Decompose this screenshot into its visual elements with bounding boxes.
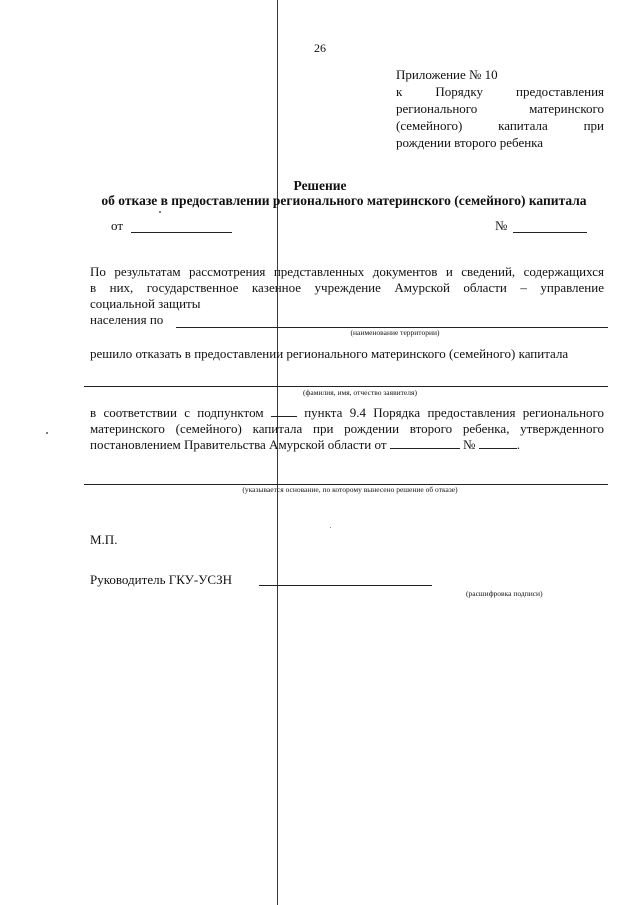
- date-field-line: [131, 232, 232, 233]
- date-label: от: [111, 218, 124, 233]
- page-number: 26: [314, 41, 326, 55]
- basis-caption: (указывается основание, по которому вынесено решение об отказе): [242, 485, 458, 494]
- signature-field-line: [259, 585, 432, 586]
- applicant-field-line: [84, 386, 608, 387]
- paragraph-decision: решило отказать в предоставлении регионального материнского (семейного) капитала: [90, 346, 569, 361]
- document-title: Решение: [293, 178, 347, 193]
- appendix-block: [396, 66, 604, 151]
- document-subtitle: об отказе в предоставлении регионального материнского (семейного) капитала: [101, 193, 587, 208]
- applicant-caption: (фамилия, имя, отчество заявителя): [303, 388, 417, 397]
- territory-caption: (наименование территории): [350, 328, 440, 337]
- appendix-line-4: (семейного) капитала при: [396, 118, 604, 133]
- paragraph-review-line-1: По результатам рассмотрения представленных документов и сведений, содержащихся: [90, 264, 604, 279]
- paragraph-review-line-2: в них, государственное казенное учреждение Амурской области – управление: [90, 280, 604, 295]
- paragraph-review: [90, 264, 604, 312]
- number-label: №: [495, 218, 508, 233]
- appendix-line-1: Приложение № 10: [396, 67, 498, 82]
- scan-speck: [330, 527, 331, 528]
- paragraph-basis-line-2: материнского (семейного) капитала при рождении второго ребенка, утвержденного: [90, 421, 604, 436]
- scan-speck: [159, 211, 161, 213]
- signature-caption: (расшифровка подписи): [466, 589, 543, 598]
- subclause-blank: [271, 405, 297, 417]
- stamp-label: М.П.: [90, 532, 118, 547]
- number-field-line: [513, 232, 587, 233]
- scan-speck: [46, 432, 48, 434]
- paragraph-review-line-3: социальной защиты: [90, 296, 201, 311]
- paragraph-basis-line-1: в соответствии с подпунктом пункта 9.4 Порядка предоставления регионального: [90, 405, 605, 420]
- paragraph-review-line-4: населения по: [90, 312, 164, 327]
- signatory-label: Руководитель ГКУ-УСЗН: [90, 572, 232, 587]
- appendix-line-5: рождении второго ребенка: [396, 135, 544, 150]
- resolution-number-blank: [479, 437, 517, 449]
- paragraph-basis-line-3: постановлением Правительства Амурской области от № .: [90, 437, 520, 452]
- appendix-line-2: к Порядку предоставления: [396, 84, 604, 99]
- resolution-date-blank: [390, 437, 460, 449]
- appendix-line-3: регионального материнского: [396, 101, 604, 116]
- paragraph-basis: [90, 405, 604, 453]
